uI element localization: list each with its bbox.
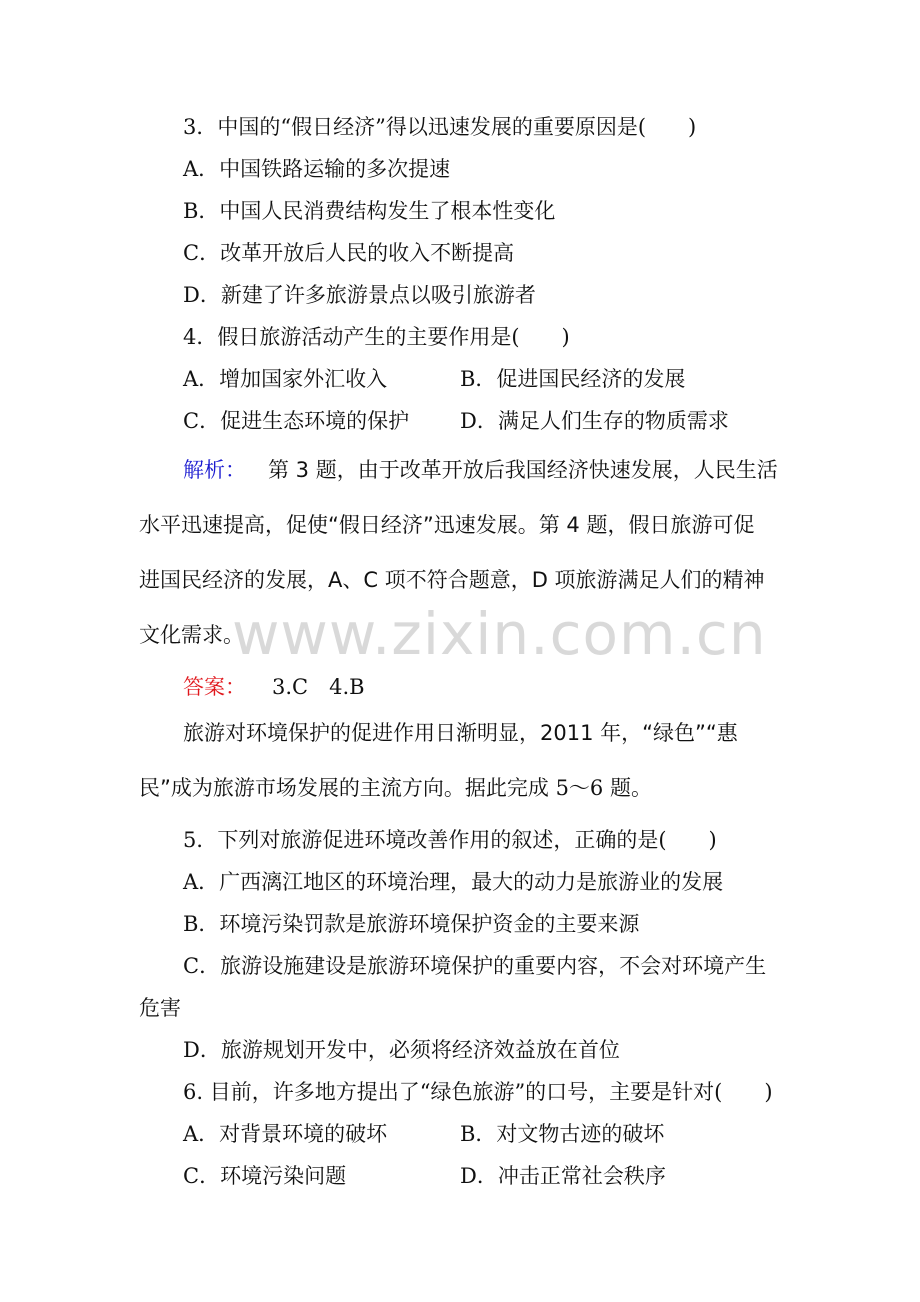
question-4-stem: 4．假日旅游活动产生的主要作用是( ) bbox=[183, 325, 570, 349]
question-6-option-d: D．冲击正常社会秩序 bbox=[460, 1164, 666, 1188]
analysis-paragraph-line-1 bbox=[183, 455, 778, 485]
question-5-stem: 5．下列对旅游促进环境改善作用的叙述，正确的是( ) bbox=[183, 828, 717, 852]
analysis-label: 解析： bbox=[183, 458, 246, 482]
answer-line bbox=[183, 672, 365, 702]
question-5-option-c-line-1: C．旅游设施建设是旅游环境保护的重要内容，不会对环境产生 bbox=[183, 954, 767, 978]
intro-text-2 bbox=[139, 773, 652, 803]
question-4-option-b: B．促进国民经济的发展 bbox=[460, 367, 686, 391]
question-3-option-c: C．改革开放后人民的收入不断提高 bbox=[183, 241, 515, 265]
intro-text-2b: 据此完成 5～6 题。 bbox=[464, 776, 652, 800]
question-4-option-d: D．满足人们生存的物质需求 bbox=[460, 409, 729, 433]
question-3-option-d: D．新建了许多旅游景点以吸引旅游者 bbox=[183, 283, 536, 307]
question-6-stem: 6. 目前，许多地方提出了“绿色旅游”的口号，主要是针对( ) bbox=[183, 1080, 773, 1104]
intro-text-1: 旅游对环境保护的促进作用日渐明显，2011 年，“绿色”“惠 bbox=[183, 721, 738, 745]
question-5-option-b: B．环境污染罚款是旅游环境保护资金的主要来源 bbox=[183, 912, 640, 936]
answer-label: 答案： bbox=[183, 675, 246, 699]
intro-text-2a: 民”成为旅游市场发展的主流方向。 bbox=[139, 776, 465, 800]
question-4-option-a: A．增加国家外汇收入 bbox=[183, 367, 388, 391]
question-3-option-b: B．中国人民消费结构发生了根本性变化 bbox=[183, 199, 556, 223]
question-5-option-d: D．旅游规划开发中，必须将经济效益放在首位 bbox=[183, 1038, 620, 1062]
analysis-text-3: 进国民经济的发展，A、C 项不符合题意，D 项旅游满足人们的精神 bbox=[139, 568, 765, 592]
question-6-option-c: C．环境污染问题 bbox=[183, 1164, 347, 1188]
question-6-option-b: B．对文物古迹的破坏 bbox=[460, 1122, 665, 1146]
watermark: www.zixin.com.cn bbox=[232, 600, 767, 668]
question-3-stem: 3．中国的“假日经济”得以迅速发展的重要原因是( ) bbox=[183, 115, 697, 139]
question-5-option-a: A．广西漓江地区的环境治理，最大的动力是旅游业的发展 bbox=[183, 870, 724, 894]
analysis-text-2: 水平迅速提高，促使“假日经济”迅速发展。第 4 题，假日旅游可促 bbox=[139, 513, 755, 537]
analysis-text-1: 第 3 题，由于改革开放后我国经济快速发展，人民生活 bbox=[268, 458, 778, 482]
question-5-option-c-line-2: 危害 bbox=[139, 996, 181, 1020]
question-3-option-a: A．中国铁路运输的多次提速 bbox=[183, 157, 451, 181]
answer-value: 3.C 4.B bbox=[272, 675, 365, 699]
analysis-text-4: 文化需求。 bbox=[139, 623, 244, 647]
question-4-option-c: C．促进生态环境的保护 bbox=[183, 409, 410, 433]
question-6-option-a: A．对背景环境的破坏 bbox=[183, 1122, 388, 1146]
